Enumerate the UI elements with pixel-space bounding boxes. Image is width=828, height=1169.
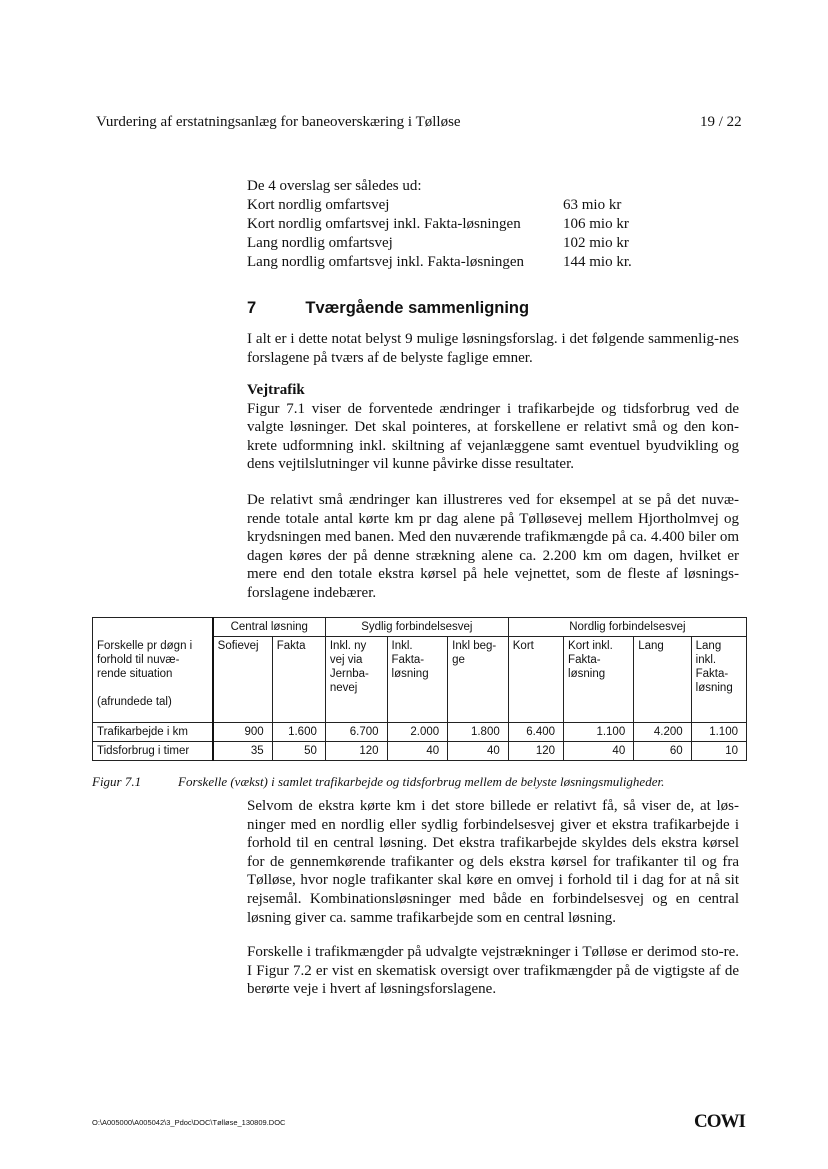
body-paragraph-2-block bbox=[247, 943, 739, 999]
figure-label: Figur 7.1 bbox=[92, 774, 142, 789]
row-label: Tidsforbrug i timer bbox=[93, 742, 213, 761]
table-cell: 900 bbox=[213, 723, 273, 742]
traffic-comparison-table bbox=[92, 617, 747, 761]
table-cell: 40 bbox=[564, 742, 634, 761]
estimate-label: Lang nordlig omfartsvej bbox=[247, 235, 393, 251]
group-central: Central løsning bbox=[213, 618, 326, 637]
column-header: Lang inkl. Fakta-løsning bbox=[691, 637, 746, 723]
estimate-value: 102 mio kr bbox=[563, 235, 629, 251]
column-header: Lang bbox=[634, 637, 691, 723]
table-corner-label: Forskelle pr døgn i forhold til nuvæ-rende situation bbox=[97, 639, 193, 680]
table-cell: 60 bbox=[634, 742, 691, 761]
estimate-value: 144 mio kr. bbox=[563, 254, 632, 270]
page-number: 19 / 22 bbox=[700, 114, 742, 130]
estimates-list bbox=[247, 177, 647, 272]
table-cell: 1.100 bbox=[691, 723, 746, 742]
table-cell: 1.100 bbox=[564, 723, 634, 742]
body-paragraph-1: Selvom de ekstra kørte km i det store billede er relativt få, så viser de, at løs-ninger med en nordlig eller sydlig forbindelsesvej giver et ekstra trafikarbejde i forhold til en central løsning. Det ekstra trafikarbejde skyldes dels ekstra kørsel for de gennemkørende trafikanter og dels ekstra kørsel for trafikanter til og fra Tølløse, hvor nogle trafikanter skal køre en omvej i forhold til i dag for at nå sit rejsemål. Kombinationsløsninger med både en forbindelsesvej og en central løsning giver ca. samme trafikarbejde som en central løsning. bbox=[247, 798, 739, 926]
estimates-intro: De 4 overslag ser således ud: bbox=[247, 178, 422, 194]
table-cell: 1.600 bbox=[272, 723, 325, 742]
table-cell: 40 bbox=[387, 742, 448, 761]
cowi-logo: COWI bbox=[694, 1111, 745, 1132]
section-heading bbox=[247, 299, 529, 318]
table-group-row bbox=[93, 618, 747, 637]
table-corner-note: (afrundede tal) bbox=[97, 695, 172, 708]
estimate-row bbox=[247, 234, 647, 253]
column-header: Kort inkl. Fakta-løsning bbox=[564, 637, 634, 723]
table-cell: 35 bbox=[213, 742, 273, 761]
body-paragraph-1-block bbox=[247, 797, 739, 927]
estimate-value: 63 mio kr bbox=[563, 197, 622, 213]
estimate-label: Kort nordlig omfartsvej inkl. Fakta-løsningen bbox=[247, 216, 521, 232]
column-header: Inkl. Fakta-løsning bbox=[387, 637, 448, 723]
table-cell: 120 bbox=[508, 742, 563, 761]
vejtrafik-paragraph-2: De relativt små ændringer kan illustreres ved for eksempel at se på det nuvæ-rende totale antal kørte km pr dag alene på Tølløsevej mellem Hjortholmvej og krydsningen med banen. Med den nuværende trafikmængde på ca. 4.400 biler om dagen køres der på denne strækning alene ca. 2.200 km om dagen, hvilket er mere end den totale ekstra kørsel på hele vejnettet, som de fleste af løsnings-forslagene indebærer. bbox=[247, 492, 739, 601]
table-row bbox=[93, 723, 747, 742]
table-row bbox=[93, 742, 747, 761]
vejtrafik-paragraph-1: Figur 7.1 viser de forventede ændringer i trafikarbejde og tidsforbrug ved de valgte løsninger. Det skal pointeres, at forskellene er relativt små og den kon-krete udformning inkl. skiltning af vejanlæggene samt eventuel byudvikling og dens vejtilslutninger vil kunne påvirke disse resultater. bbox=[247, 400, 739, 473]
column-header: Inkl beg-ge bbox=[448, 637, 509, 723]
figure-caption: Forskelle (vækst) i samlet trafikarbejde og tidsforbrug mellem de belyste løsningsmuligheder. bbox=[178, 774, 665, 789]
section-intro bbox=[247, 330, 739, 367]
table-corner-top bbox=[93, 618, 213, 637]
table-cell: 120 bbox=[325, 742, 387, 761]
table-cell: 2.000 bbox=[387, 723, 448, 742]
section-title: Tværgående sammenligning bbox=[305, 299, 530, 317]
table-cell: 4.200 bbox=[634, 723, 691, 742]
table-cell: 6.700 bbox=[325, 723, 387, 742]
estimate-label: Kort nordlig omfartsvej bbox=[247, 197, 390, 213]
table-corner-cell bbox=[93, 637, 213, 723]
estimate-row bbox=[247, 215, 647, 234]
table-cell: 40 bbox=[448, 742, 509, 761]
file-path: O:\A005000\A005042\3_Pdoc\DOC\Tølløse_130809.DOC bbox=[92, 1118, 286, 1127]
group-sydlig: Sydlig forbindelsesvej bbox=[325, 618, 508, 637]
estimate-row bbox=[247, 253, 647, 272]
table-cell: 1.800 bbox=[448, 723, 509, 742]
subheading-vejtrafik: Vejtrafik bbox=[247, 382, 305, 398]
document-title: Vurdering af erstatningsanlæg for baneoverskæring i Tølløse bbox=[96, 114, 461, 130]
table-header-row bbox=[93, 637, 747, 723]
section-intro-text: I alt er i dette notat belyst 9 mulige løsningsforslag. i det følgende sammenlig-nes forslagene på tværs af de belyste faglige emner. bbox=[247, 331, 739, 366]
column-header: Kort bbox=[508, 637, 563, 723]
group-nordlig: Nordlig forbindelsesvej bbox=[508, 618, 746, 637]
estimate-row bbox=[247, 196, 647, 215]
section-number: 7 bbox=[247, 299, 257, 317]
table-cell: 50 bbox=[272, 742, 325, 761]
body-paragraph-2: Forskelle i trafikmængder på udvalgte vejstrækninger i Tølløse er derimod sto-re. I Figur 7.2 er vist en skematisk oversigt over trafikmængder på de vigtigste af de berørte veje i hvert af løsningsforslagene. bbox=[247, 944, 739, 998]
table-cell: 10 bbox=[691, 742, 746, 761]
table-cell: 6.400 bbox=[508, 723, 563, 742]
column-header: Inkl. ny vej via Jernba-nevej bbox=[325, 637, 387, 723]
column-header: Sofievej bbox=[213, 637, 273, 723]
vejtrafik-block bbox=[247, 381, 739, 474]
estimate-label: Lang nordlig omfartsvej inkl. Fakta-løsningen bbox=[247, 254, 525, 270]
estimate-value: 106 mio kr bbox=[563, 216, 629, 232]
vejtrafik-paragraph-2-block bbox=[247, 491, 739, 603]
row-label: Trafikarbejde i km bbox=[93, 723, 213, 742]
column-header: Fakta bbox=[272, 637, 325, 723]
